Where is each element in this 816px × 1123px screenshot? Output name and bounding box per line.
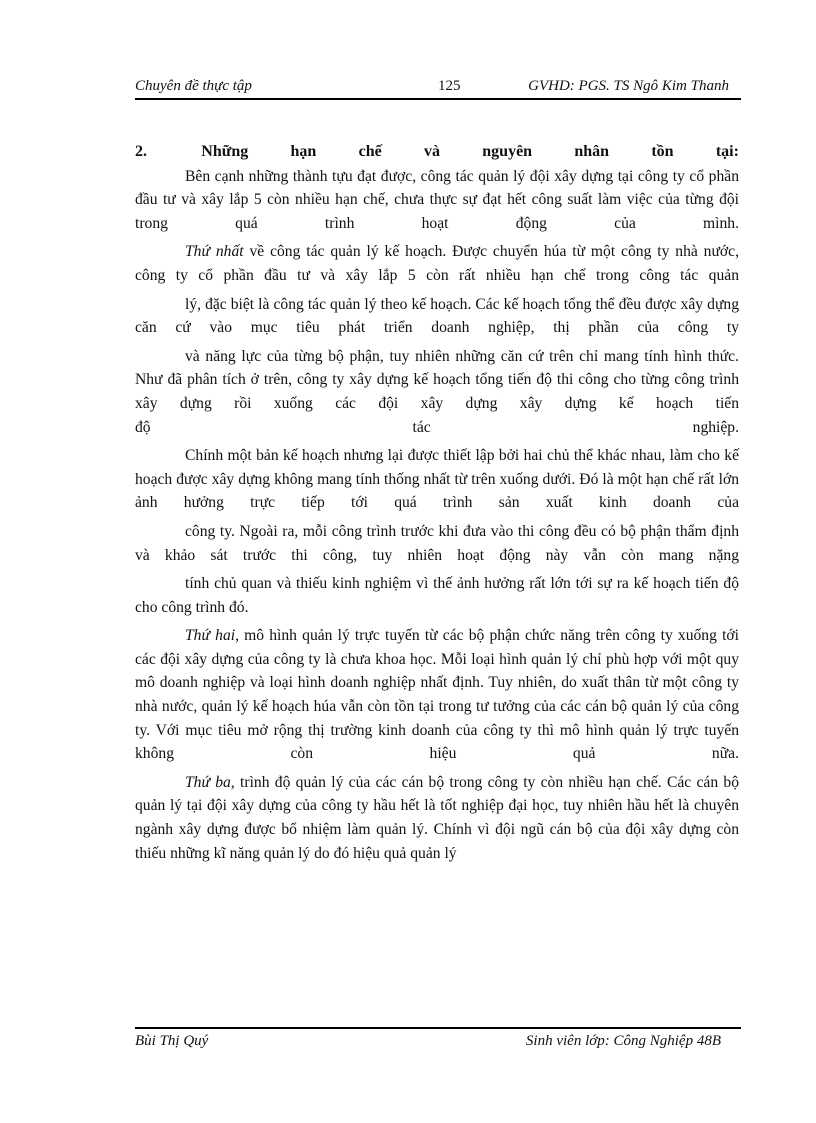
footer-class: Sinh viên lớp: Công Nghiệp 48B bbox=[525, 1033, 721, 1049]
word: tác bbox=[412, 418, 431, 436]
paragraph-intro: Bên cạnh những thành tựu đạt được, công tác quản lý đội xây dựng tại công ty cổ phần đầu tư và xây lắp 5 còn nhiều hạn chế, chưa thực sự đạt hết công suất làm việc của từng đội trong quá trình hoạt động của mình. bbox=[135, 167, 739, 232]
heading-word: nhân bbox=[574, 143, 610, 160]
heading-word: và bbox=[423, 143, 440, 160]
paragraph-text: , trình độ quản lý của các cán bộ trong công ty còn nhiều hạn chế. Các cán bộ quản lý tại đội xây dựng của công ty hầu hết là tốt nghiệp đại học, tuy nhiên hầu hết là chuyên ngành xây dựng được bổ nhiệm làm quản lý. Chính vì đội ngũ cán bộ của đội xây dựng còn thiếu những kĩ năng quản lý do đó hiệu quả quản lý bbox=[135, 773, 739, 862]
paragraph-first-limitation-end bbox=[135, 416, 739, 440]
page-body bbox=[135, 140, 739, 870]
page-footer bbox=[135, 1027, 741, 1049]
paragraph-text: , mô hình quản lý trực tuyến từ các bộ phận chức năng trên công ty xuống tới các đội xây dựng của công ty là chưa khoa học. Mỗi loại hình quản lý chỉ phù hợp với một quy mô doanh nghiệp và loại hình doanh nghiệp nhất định. Tuy nhiên, do xuất thân từ một công ty nhà nước, quản lý kế hoạch húa vẫn còn tồn tại trong tư tưởng của các cán bộ quản lý của công ty. Với mục tiêu mở rộng thị trường kinh doanh của công ty thì mô hình quản lý trực tuyến không còn hiệu quả nữa. bbox=[135, 627, 739, 763]
page-number: 125 bbox=[438, 78, 461, 94]
page-header bbox=[135, 76, 741, 100]
heading-word: nguyên bbox=[482, 143, 533, 160]
paragraph-first-limitation bbox=[135, 240, 739, 287]
header-supervisor: GVHD: PGS. TS Ngô Kim Thanh bbox=[528, 78, 729, 94]
paragraph-second-limitation bbox=[135, 624, 739, 766]
lead-term: Thứ hai bbox=[185, 627, 236, 645]
lead-term: Thứ ba bbox=[185, 773, 231, 791]
footer-author: Bùi Thị Quý bbox=[135, 1033, 209, 1049]
heading-word: chế bbox=[358, 143, 382, 160]
word: nghiệp. bbox=[692, 418, 739, 436]
paragraph-plan-issue: Chính một bản kế hoạch nhưng lại được thiết lập bởi hai chủ thể khác nhau, làm cho kế hoạch được xây dựng không mang tính thống nhất từ trên xuống dưới. Đó là một hạn chế rất lớn ảnh hưởng trực tiếp tới quá trình sản xuất kinh doanh của bbox=[135, 447, 739, 512]
heading-number: 2. bbox=[135, 143, 147, 160]
lead-term: Thứ nhất bbox=[185, 243, 244, 261]
word: độ bbox=[135, 418, 151, 436]
paragraph-plan-issue-cont: công ty. Ngoài ra, mỗi công trình trước khi đưa vào thi công đều có bộ phận thẩm định và khảo sát trước thi công, tuy nhiên hoạt động này vẫn còn mang nặng bbox=[135, 522, 739, 564]
heading-word: Những bbox=[201, 143, 249, 160]
heading-word: tại: bbox=[715, 143, 739, 160]
heading-word: tồn bbox=[651, 143, 674, 160]
paragraph-text: về công tác quản lý kế hoạch. Được chuyển húa từ một công ty nhà nước, công ty cổ phần đầu tư và xây lắp 5 còn rất nhiều hạn chế trong công tác quản bbox=[135, 243, 739, 284]
paragraph-first-limitation-cont: và năng lực của từng bộ phận, tuy nhiên những căn cứ trên chỉ mang tính hình thức. Như đã phân tích ở trên, công ty xây dựng kế hoạch tổng tiến độ thi công cho từng công trình xây dựng rồi xuống các đội xây dựng xây dựng kế hoạch tiến bbox=[135, 347, 739, 412]
paragraph-plan-issue-cont: tính chủ quan và thiếu kinh nghiệm vì thế ảnh hưởng rất lớn tới sự ra kế hoạch tiến độ cho công trình đó. bbox=[135, 575, 739, 616]
paragraph-third-limitation bbox=[135, 771, 739, 865]
header-course-title: Chuyên đề thực tập bbox=[135, 78, 252, 94]
section-heading bbox=[135, 140, 739, 164]
heading-word: hạn bbox=[290, 143, 317, 160]
paragraph-first-limitation-cont: lý, đặc biệt là công tác quản lý theo kế hoạch. Các kế hoạch tổng thể đều được xây dựng căn cứ vào mục tiêu phát triển doanh nghiệp, thị phần của công ty bbox=[135, 295, 739, 337]
